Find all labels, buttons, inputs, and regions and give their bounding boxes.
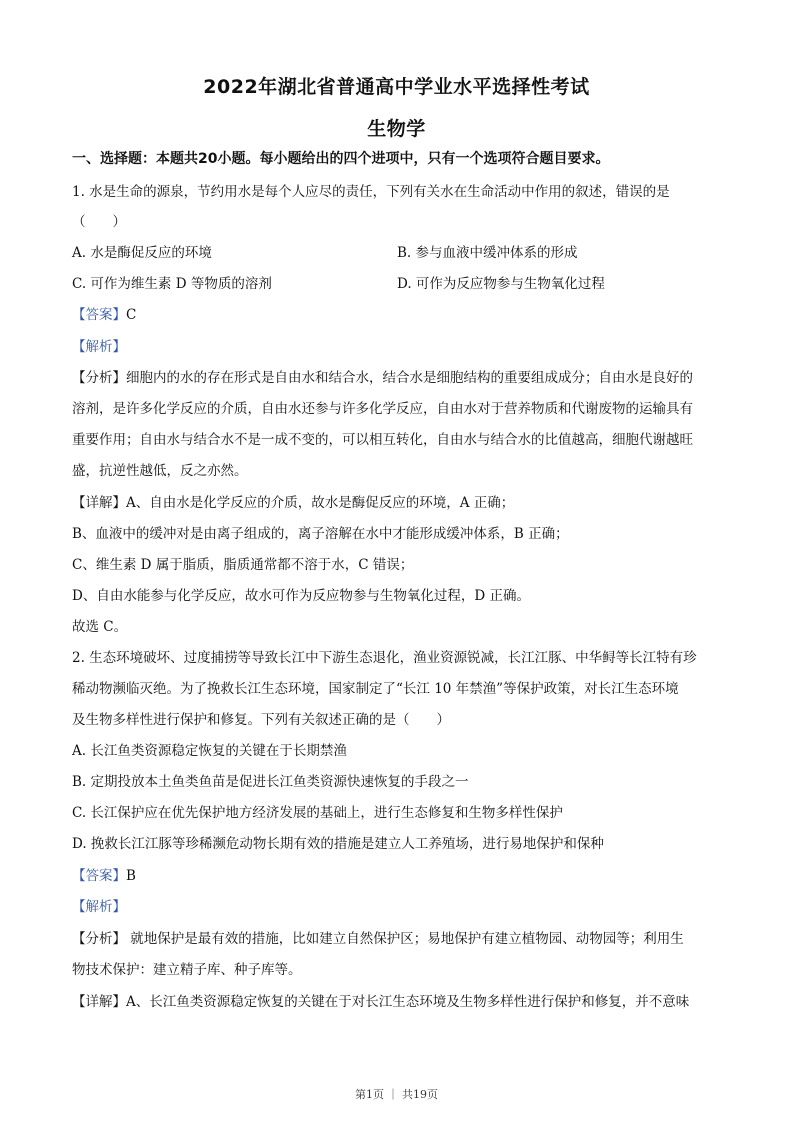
q1-jiexi (72, 337, 722, 357)
q2-detail-a (72, 992, 722, 1012)
q2-stem-line-1: 2. 生态环境破坏、过度捕捞等导致长江中下游生态退化，渔业资源锐减，长江江豚、中华鲟等长江特有珍 (72, 650, 697, 666)
answer-tag: 【答案】 (72, 307, 126, 323)
q1-option-b: B. 参与血液中缓冲体系的形成 (397, 245, 578, 261)
q1-analysis-line-4: 盛，抗逆性越低，反之亦然。 (72, 463, 248, 479)
q1-option-a: A. 水是酶促反应的环境 (72, 245, 212, 261)
jiexi-tag: 【解析】 (72, 899, 126, 915)
subject-title: 生物学 (367, 118, 426, 140)
fenxi-tag: 【分析】 (72, 931, 126, 947)
answer-tag: 【答案】 (72, 868, 126, 884)
q2-option-d: D. 挽救长江江豚等珍稀濒危动物长期有效的措施是建立人工养殖场，进行易地保护和保种 (72, 836, 604, 852)
q2-option-c: C. 长江保护应在优先保护地方经济发展的基础上，进行生态修复和生物多样性保护 (72, 805, 563, 821)
q2-option-b: B. 定期投放本土鱼类鱼苗是促进长江鱼类资源快速恢复的手段之一 (72, 774, 469, 790)
section-heading: 一、选择题：本题共20小题。每小题给出的四个进项中，只有一个选项符合题目要求。 (72, 151, 610, 167)
xiangjie-tag: 【详解】 (72, 495, 126, 511)
q1-analysis-text-1: 细胞内的水的存在形式是自由水和结合水，结合水是细胞结构的重要组成成分；自由水是良好的 (126, 370, 693, 386)
q2-stem-line-3: 及生物多样性进行保护和修复。下列有关叙述正确的是（ ） (72, 712, 450, 728)
exam-title: 2022年湖北省普通高中学业水平选择性考试 (203, 76, 590, 98)
q1-detail-d: D、自由水能参与化学反应，故水可作为反应物参与生物氧化过程，D 正确。 (72, 588, 530, 604)
q1-stem-line-1: 1. 水是生命的源泉，节约用水是每个人应尽的责任，下列有关水在生命活动中作用的叙述，错误的是 (72, 184, 670, 200)
q2-analysis-text-1: 就地保护是最有效的措施，比如建立自然保护区；易地保护有建立植物园、动物园等；利用生 (126, 931, 684, 947)
fenxi-tag: 【分析】 (72, 370, 126, 386)
q1-detail-c: C、维生素 D 属于脂质，脂质通常都不溶于水，C 错误； (72, 557, 414, 573)
q1-conclusion: 故选 C。 (72, 619, 128, 635)
q1-detail-b: B、血液中的缓冲对是由离子组成的，离子溶解在水中才能形成缓冲体系，B 正确； (72, 526, 569, 542)
q1-analysis-line-1 (72, 368, 722, 388)
q1-detail-a-text: A、自由水是化学反应的介质，故水是酶促反应的环境，A 正确； (126, 495, 515, 511)
q2-jiexi (72, 897, 722, 917)
q1-option-d: D. 可作为反应物参与生物氧化过程 (397, 276, 605, 292)
q2-analysis-line-2: 物技术保护：建立精子库、种子库等。 (72, 962, 302, 978)
q1-analysis-line-3: 重要作用；自由水与结合水不是一成不变的，可以相互转化，自由水与结合水的比值越高，细胞代谢越旺 (72, 432, 693, 448)
q1-detail-a (72, 493, 722, 513)
q2-answer (72, 866, 722, 886)
page-footer: 第1页 ｜ 共19页 (355, 1088, 438, 1101)
jiexi-tag: 【解析】 (72, 339, 126, 355)
q2-option-a: A. 长江鱼类资源稳定恢复的关键在于长期禁渔 (72, 743, 347, 759)
q2-answer-value: B (126, 868, 136, 884)
q2-detail-a-text: A、长江鱼类资源稳定恢复的关键在于对长江生态环境及生物多样性进行保护和修复，并不意味 (126, 994, 690, 1010)
q2-analysis-line-1 (72, 929, 722, 949)
q2-stem-line-2: 稀动物濒临灭绝。为了挽救长江生态环境，国家制定了“长江 10 年禁渔”等保护政策，对长江生态环境 (72, 681, 679, 697)
xiangjie-tag: 【详解】 (72, 994, 126, 1010)
q1-answer-value: C (126, 307, 137, 323)
q1-stem-line-2: （ ） (72, 214, 126, 230)
q1-option-c: C. 可作为维生素 D 等物质的溶剂 (72, 276, 272, 292)
q1-analysis-line-2: 溶剂，是许多化学反应的介质，自由水还参与许多化学反应，自由水对于营养物质和代谢废物的运输具有 (72, 401, 693, 417)
q1-answer (72, 305, 722, 325)
